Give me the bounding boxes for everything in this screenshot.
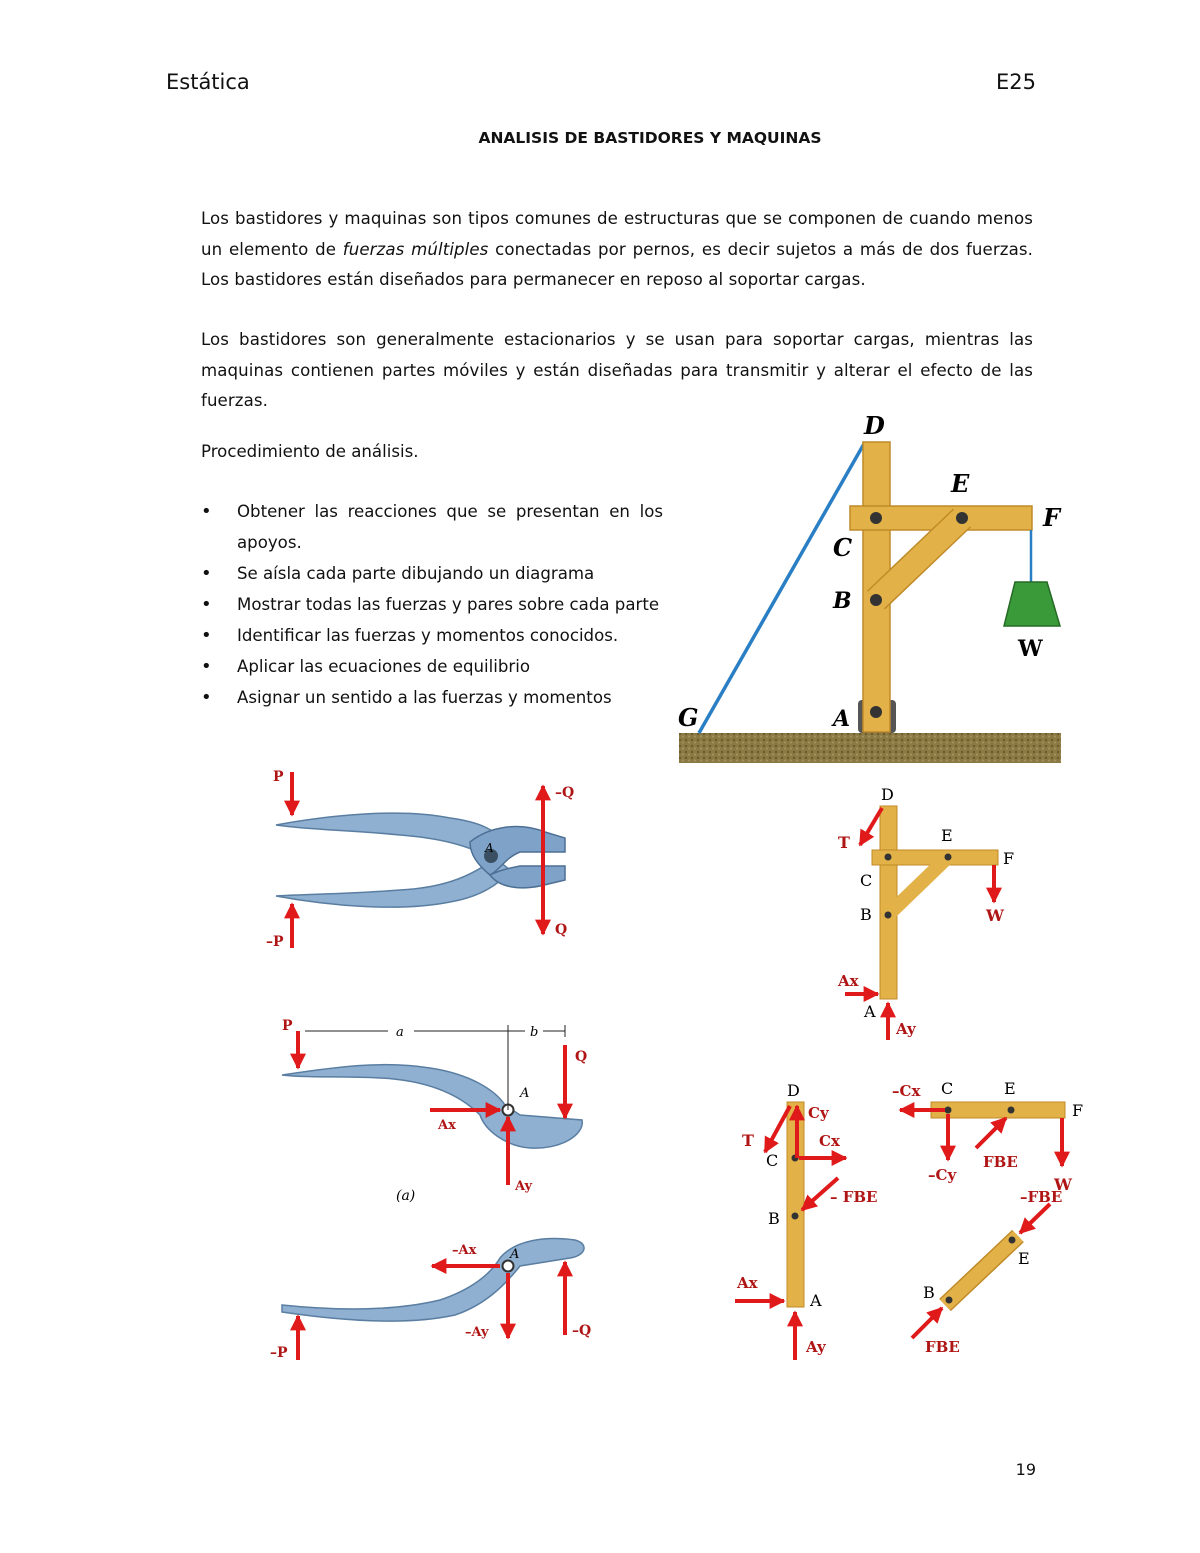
- label-c: C: [766, 1151, 779, 1170]
- label-e: E: [1018, 1249, 1030, 1268]
- label-b: B: [923, 1283, 935, 1302]
- list-item: • Mostrar todas las fuerzas y pares sobre cada parte: [201, 589, 663, 620]
- list-item: • Identificar las fuerzas y momentos conocidos.: [201, 620, 663, 651]
- label-mp: –P: [270, 1345, 288, 1361]
- label-c: C: [941, 1079, 954, 1098]
- label-may: –Ay: [465, 1325, 489, 1340]
- label-a: A: [864, 1002, 876, 1021]
- label-p: P: [282, 1018, 293, 1034]
- link-member: [945, 1236, 1018, 1305]
- label-mp: –P: [266, 934, 284, 950]
- header-course-name: Estática: [166, 70, 250, 94]
- label-w: W: [1018, 636, 1043, 662]
- pliers-part-b-diagram: [270, 1239, 591, 1361]
- pliers-part-a: [282, 1065, 582, 1149]
- pin-b: [870, 594, 882, 606]
- label-ay: Ay: [806, 1338, 826, 1356]
- label-a: A: [510, 1247, 520, 1262]
- label-mfbe: –FBE: [1020, 1188, 1063, 1206]
- label-a: A: [833, 706, 851, 732]
- label-fbe: FBE: [925, 1338, 960, 1356]
- label-cx: Cx: [819, 1132, 840, 1150]
- frame-diagram: [678, 411, 1062, 763]
- label-t: T: [742, 1131, 754, 1150]
- list-item: • Asignar un sentido a las fuerzas y momentos: [201, 682, 663, 713]
- arrow-mfbe: [1020, 1204, 1050, 1233]
- label-ax: Ax: [438, 1118, 456, 1133]
- page-number: 19: [1015, 1460, 1036, 1479]
- paragraph-intro-emphasis: fuerzas múltiples: [342, 239, 489, 259]
- arrow-fbe: [912, 1308, 942, 1338]
- label-w: W: [1054, 1175, 1072, 1194]
- arrow-t: [765, 1106, 790, 1152]
- label-ay: Ay: [896, 1020, 916, 1038]
- paragraph-intro-text: Los bastidores y maquinas son tipos comunes de estructuras que se componen de cuando menos un elemento de: [201, 209, 1033, 259]
- label-a: A: [520, 1086, 530, 1101]
- label-mq: –Q: [555, 785, 575, 801]
- label-max: –Ax: [452, 1243, 477, 1258]
- header-code: E25: [996, 70, 1036, 94]
- label-fbe: – FBE: [830, 1188, 878, 1206]
- procedure-heading: Procedimiento de análisis.: [201, 442, 419, 461]
- label-c: C: [860, 871, 873, 890]
- weight: [1004, 582, 1060, 626]
- label-d: D: [787, 1081, 800, 1100]
- figure-caption: (a): [396, 1188, 416, 1204]
- label-fbe: FBE: [983, 1153, 1018, 1171]
- pin-e: [1008, 1107, 1015, 1114]
- paragraph-intro-text-end: conectadas por pernos, es decir sujetos a más de dos fuerzas. Los bastidores están diseñados para permanecer en reposo al soportar cargas.: [201, 239, 1033, 289]
- pin-c: [945, 1107, 952, 1114]
- pin-b: [885, 912, 892, 919]
- label-ax: Ax: [737, 1274, 758, 1292]
- pliers-part-b: [282, 1239, 584, 1322]
- label-t: T: [838, 833, 850, 852]
- page-title: ANALISIS DE BASTIDORES Y MAQUINAS: [478, 129, 822, 147]
- pliers-diagram: [266, 769, 574, 950]
- pin-b: [946, 1297, 953, 1304]
- label-d: D: [881, 785, 894, 804]
- label-e: E: [951, 469, 970, 498]
- paragraph-machines: Los bastidores son generalmente estacionarios y se usan para soportar cargas, mientras las maquinas contienen partes móviles y están diseñadas para transmitir y alterar el efecto de las fuerzas.: [201, 330, 1033, 410]
- label-b-dim: b: [530, 1025, 539, 1040]
- list-item: • Obtener las reacciones que se presentan en los apoyos.: [201, 496, 663, 558]
- label-b: B: [860, 905, 872, 924]
- label-g: G: [678, 703, 699, 732]
- pin-e: [956, 512, 968, 524]
- pliers-lower-handle: [276, 858, 510, 907]
- fbd-link-diagram: [912, 1188, 1062, 1356]
- pin-c: [885, 854, 892, 861]
- label-q: Q: [555, 922, 568, 938]
- label-mcy: –Cy: [928, 1166, 957, 1184]
- label-f: F: [1072, 1101, 1084, 1120]
- label-ax: Ax: [838, 972, 859, 990]
- label-a: A: [485, 841, 494, 855]
- label-mcx: –Cx: [892, 1082, 921, 1100]
- fbd-column-diagram: [735, 1081, 877, 1360]
- label-ay: Ay: [515, 1179, 533, 1194]
- pin-c: [870, 512, 882, 524]
- list-item: • Aplicar las ecuaciones de equilibrio: [201, 651, 663, 682]
- label-b: B: [768, 1209, 780, 1228]
- label-c: C: [833, 533, 853, 562]
- pin-e: [945, 854, 952, 861]
- label-w: W: [986, 906, 1004, 925]
- label-f: F: [1003, 849, 1015, 868]
- label-q: Q: [575, 1049, 588, 1065]
- pin-a: [503, 1261, 514, 1272]
- label-e: E: [941, 826, 953, 845]
- pliers-upper-handle: [276, 813, 505, 858]
- arrow-t: [860, 808, 882, 845]
- label-mq: –Q: [572, 1323, 592, 1339]
- label-b: B: [833, 588, 852, 614]
- pin-e: [1009, 1237, 1016, 1244]
- pin-a: [870, 706, 882, 718]
- label-e: E: [1004, 1079, 1016, 1098]
- label-a-dim: a: [396, 1025, 404, 1040]
- label-f: F: [1043, 503, 1061, 532]
- label-p: P: [273, 769, 284, 785]
- label-a: A: [810, 1291, 822, 1310]
- pliers-part-a-diagram: [282, 1018, 587, 1204]
- label-d: D: [864, 411, 885, 440]
- arrow-fbe: [976, 1118, 1006, 1148]
- fbd-whole-frame: [837, 785, 1014, 1040]
- pin-b: [792, 1213, 799, 1220]
- list-item: • Se aísla cada parte dibujando un diagrama: [201, 558, 663, 589]
- ground: [679, 733, 1061, 763]
- label-cy: Cy: [808, 1104, 829, 1122]
- fbd-beam-diagram: [892, 1079, 1083, 1194]
